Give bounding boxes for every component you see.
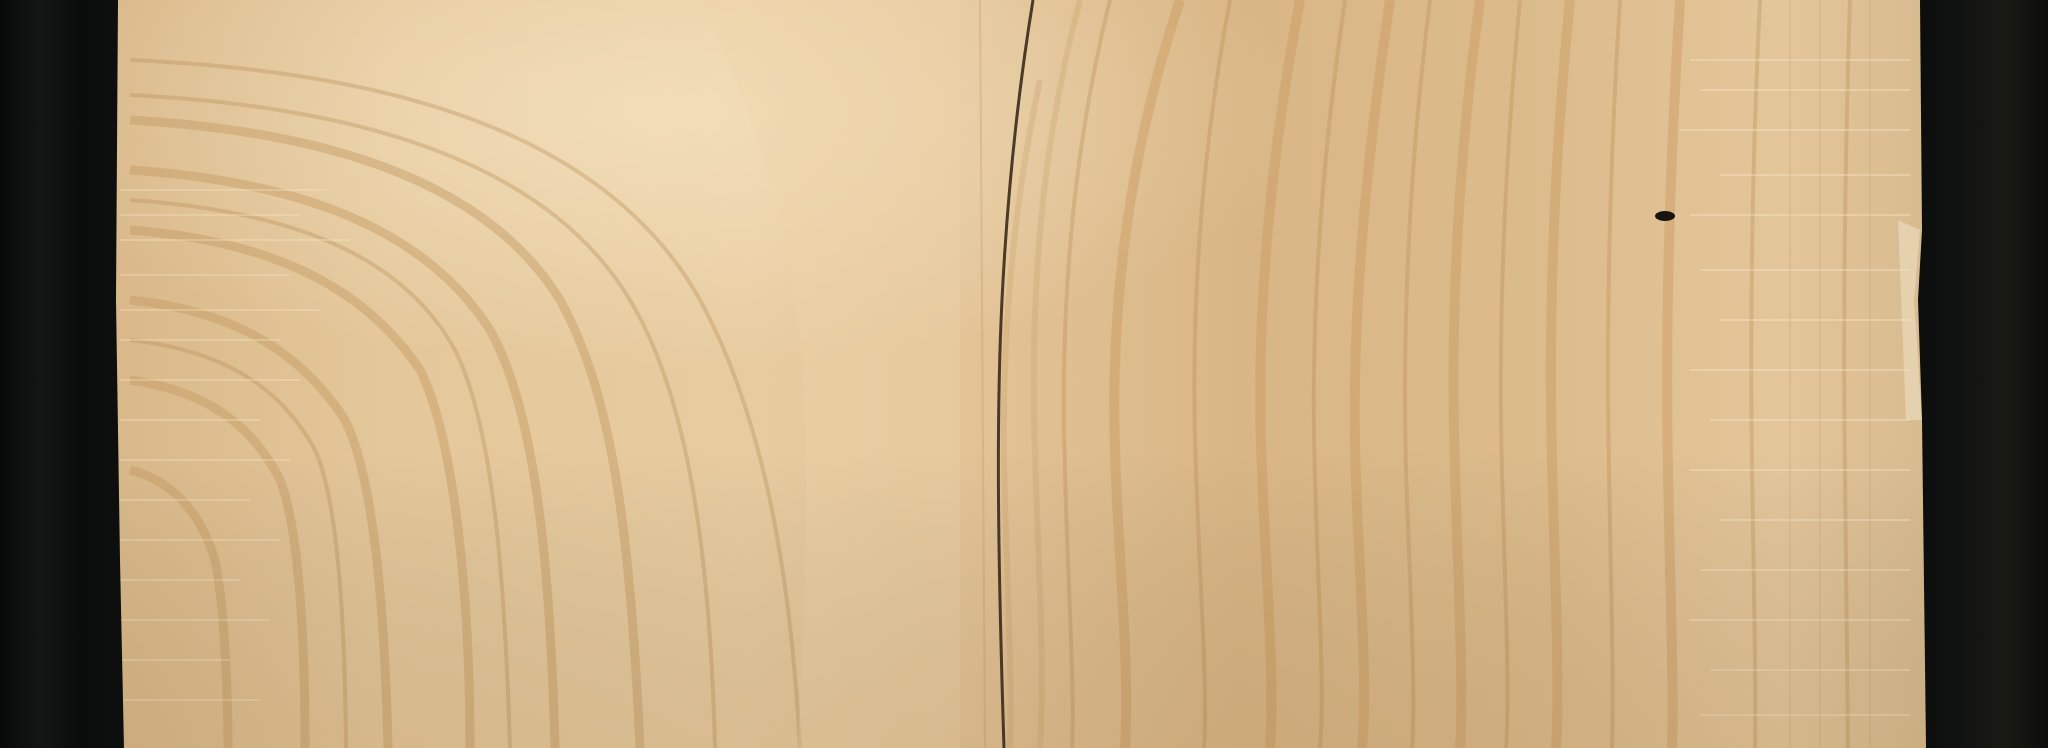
knot-hole — [1655, 211, 1675, 221]
grain-group — [100, 0, 1950, 748]
